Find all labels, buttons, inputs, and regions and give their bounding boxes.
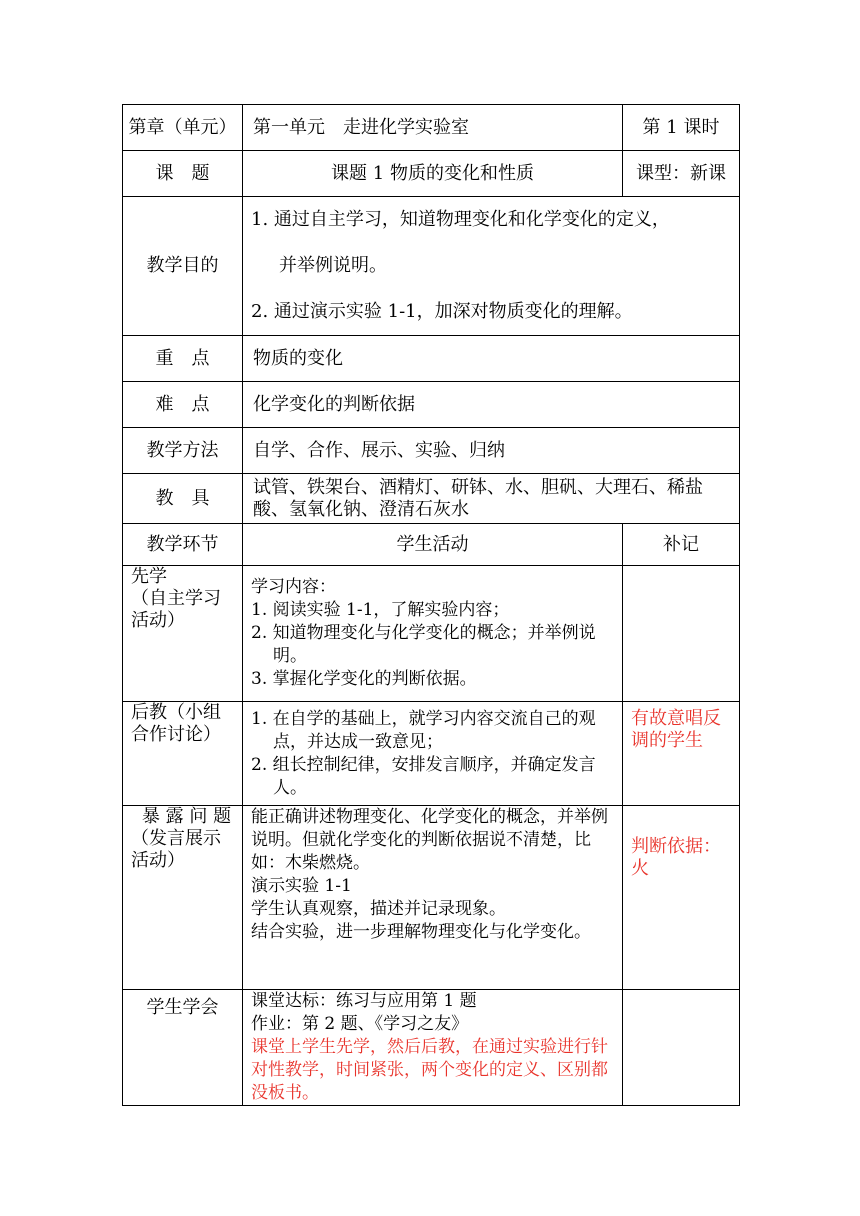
learned-activity xyxy=(243,990,623,1106)
group-note: 有故意唱反调的学生 xyxy=(623,702,740,806)
learned-line-1: 课堂达标：练习与应用第 1 题 xyxy=(251,991,477,1011)
group-title-1: 后教（小组 xyxy=(131,702,221,723)
self-study-item-1: 1. 阅读实验 1-1，了解实验内容； xyxy=(251,600,510,620)
self-study-title-1: 先学 xyxy=(131,566,167,587)
expose-title-3: 活动） xyxy=(131,850,185,871)
group-row xyxy=(123,702,740,806)
self-study-list xyxy=(243,576,622,691)
tools-row xyxy=(123,474,740,524)
difficulty-label: 难 点 xyxy=(123,382,243,428)
chapter-row xyxy=(123,105,740,151)
learned-list xyxy=(243,990,622,1105)
group-item-1: 1. 在自学的基础上，就学习内容交流自己的观点，并达成一致意见； xyxy=(251,708,596,752)
notes-column-header: 补记 xyxy=(623,524,740,566)
self-study-row xyxy=(123,566,740,702)
goals-content xyxy=(243,197,740,336)
goals-row xyxy=(123,197,740,336)
lesson-type: 课型：新课 xyxy=(623,151,740,197)
self-study-title-3: 活动） xyxy=(131,610,185,631)
learned-remark: 课堂上学生先学，然后后教，在通过实验进行针对性教学，时间紧张，两个变化的定义、区别都没板书。 xyxy=(251,1037,608,1103)
expose-activity xyxy=(243,806,623,990)
method-row xyxy=(123,428,740,474)
stage-header-row xyxy=(123,524,740,566)
key-point-row xyxy=(123,336,740,382)
learned-line-2: 作业：第 2 题、《学习之友》 xyxy=(251,1014,469,1034)
difficulty-value: 化学变化的判断依据 xyxy=(243,382,740,428)
expose-list xyxy=(243,806,622,944)
group-activity xyxy=(243,702,623,806)
expose-stage xyxy=(123,806,243,990)
expose-title-2: （发言展示 xyxy=(131,828,221,849)
group-title-2: 合作讨论） xyxy=(131,724,221,745)
self-study-intro: 学习内容： xyxy=(251,577,336,597)
learned-notes xyxy=(623,990,740,1106)
expose-line-3: 学生认真观察，描述并记录现象。 xyxy=(251,899,506,919)
lesson-plan-table xyxy=(122,104,740,1106)
expose-line-1: 能正确讲述物理变化、化学变化的概念，并举例说明。但就化学变化的判断依据说不清楚，比如：木柴燃烧。 xyxy=(251,807,608,873)
group-stage xyxy=(123,702,243,806)
goal-line-1: 1. 通过自主学习，知道物理变化和化学变化的定义， xyxy=(251,209,670,230)
chapter-label: 第章（单元） xyxy=(123,105,243,151)
goal-line-2: 2. 通过演示实验 1-1，加深对物质变化的理解。 xyxy=(251,301,633,322)
chapter-value: 第一单元 走进化学实验室 xyxy=(243,105,623,151)
topic-row xyxy=(123,151,740,197)
expose-note: 判断依据：火 xyxy=(623,806,740,990)
group-item-2: 2. 组长控制纪律，安排发言顺序，并确定发言人。 xyxy=(251,754,596,798)
difficulty-row xyxy=(123,382,740,428)
tools-value: 试管、铁架台、酒精灯、研钵、水、胆矾、大理石、稀盐酸、氢氧化钠、澄清石灰水 xyxy=(243,474,740,524)
goals-label: 教学目的 xyxy=(123,197,243,336)
self-study-item-3: 3. 掌握化学变化的判断依据。 xyxy=(251,669,477,689)
key-point-label: 重 点 xyxy=(123,336,243,382)
topic-label: 课 题 xyxy=(123,151,243,197)
tools-label: 教 具 xyxy=(123,474,243,524)
group-list xyxy=(243,708,622,800)
activity-column-header: 学生活动 xyxy=(243,524,623,566)
expose-title-1: 暴 露 问 题 xyxy=(141,806,232,827)
method-label: 教学方法 xyxy=(123,428,243,474)
expose-line-4: 结合实验，进一步理解物理变化与化学变化。 xyxy=(251,922,591,942)
key-point-value: 物质的变化 xyxy=(243,336,740,382)
expose-line-2: 演示实验 1-1 xyxy=(251,876,352,896)
stage-column-header: 教学环节 xyxy=(123,524,243,566)
method-value: 自学、合作、展示、实验、归纳 xyxy=(243,428,740,474)
expose-row xyxy=(123,806,740,990)
self-study-item-2: 2. 知道物理变化与化学变化的概念；并举例说明。 xyxy=(251,623,596,666)
self-study-title-2: （自主学习 xyxy=(131,588,221,609)
learned-row xyxy=(123,990,740,1106)
self-study-activity xyxy=(243,566,623,702)
goal-line-1b: 并举例说明。 xyxy=(279,255,387,276)
self-study-notes xyxy=(623,566,740,702)
topic-value: 课题 1 物质的变化和性质 xyxy=(243,151,623,197)
learned-stage: 学生学会 xyxy=(123,990,243,1106)
period-label: 第 1 课时 xyxy=(623,105,740,151)
self-study-stage xyxy=(123,566,243,702)
